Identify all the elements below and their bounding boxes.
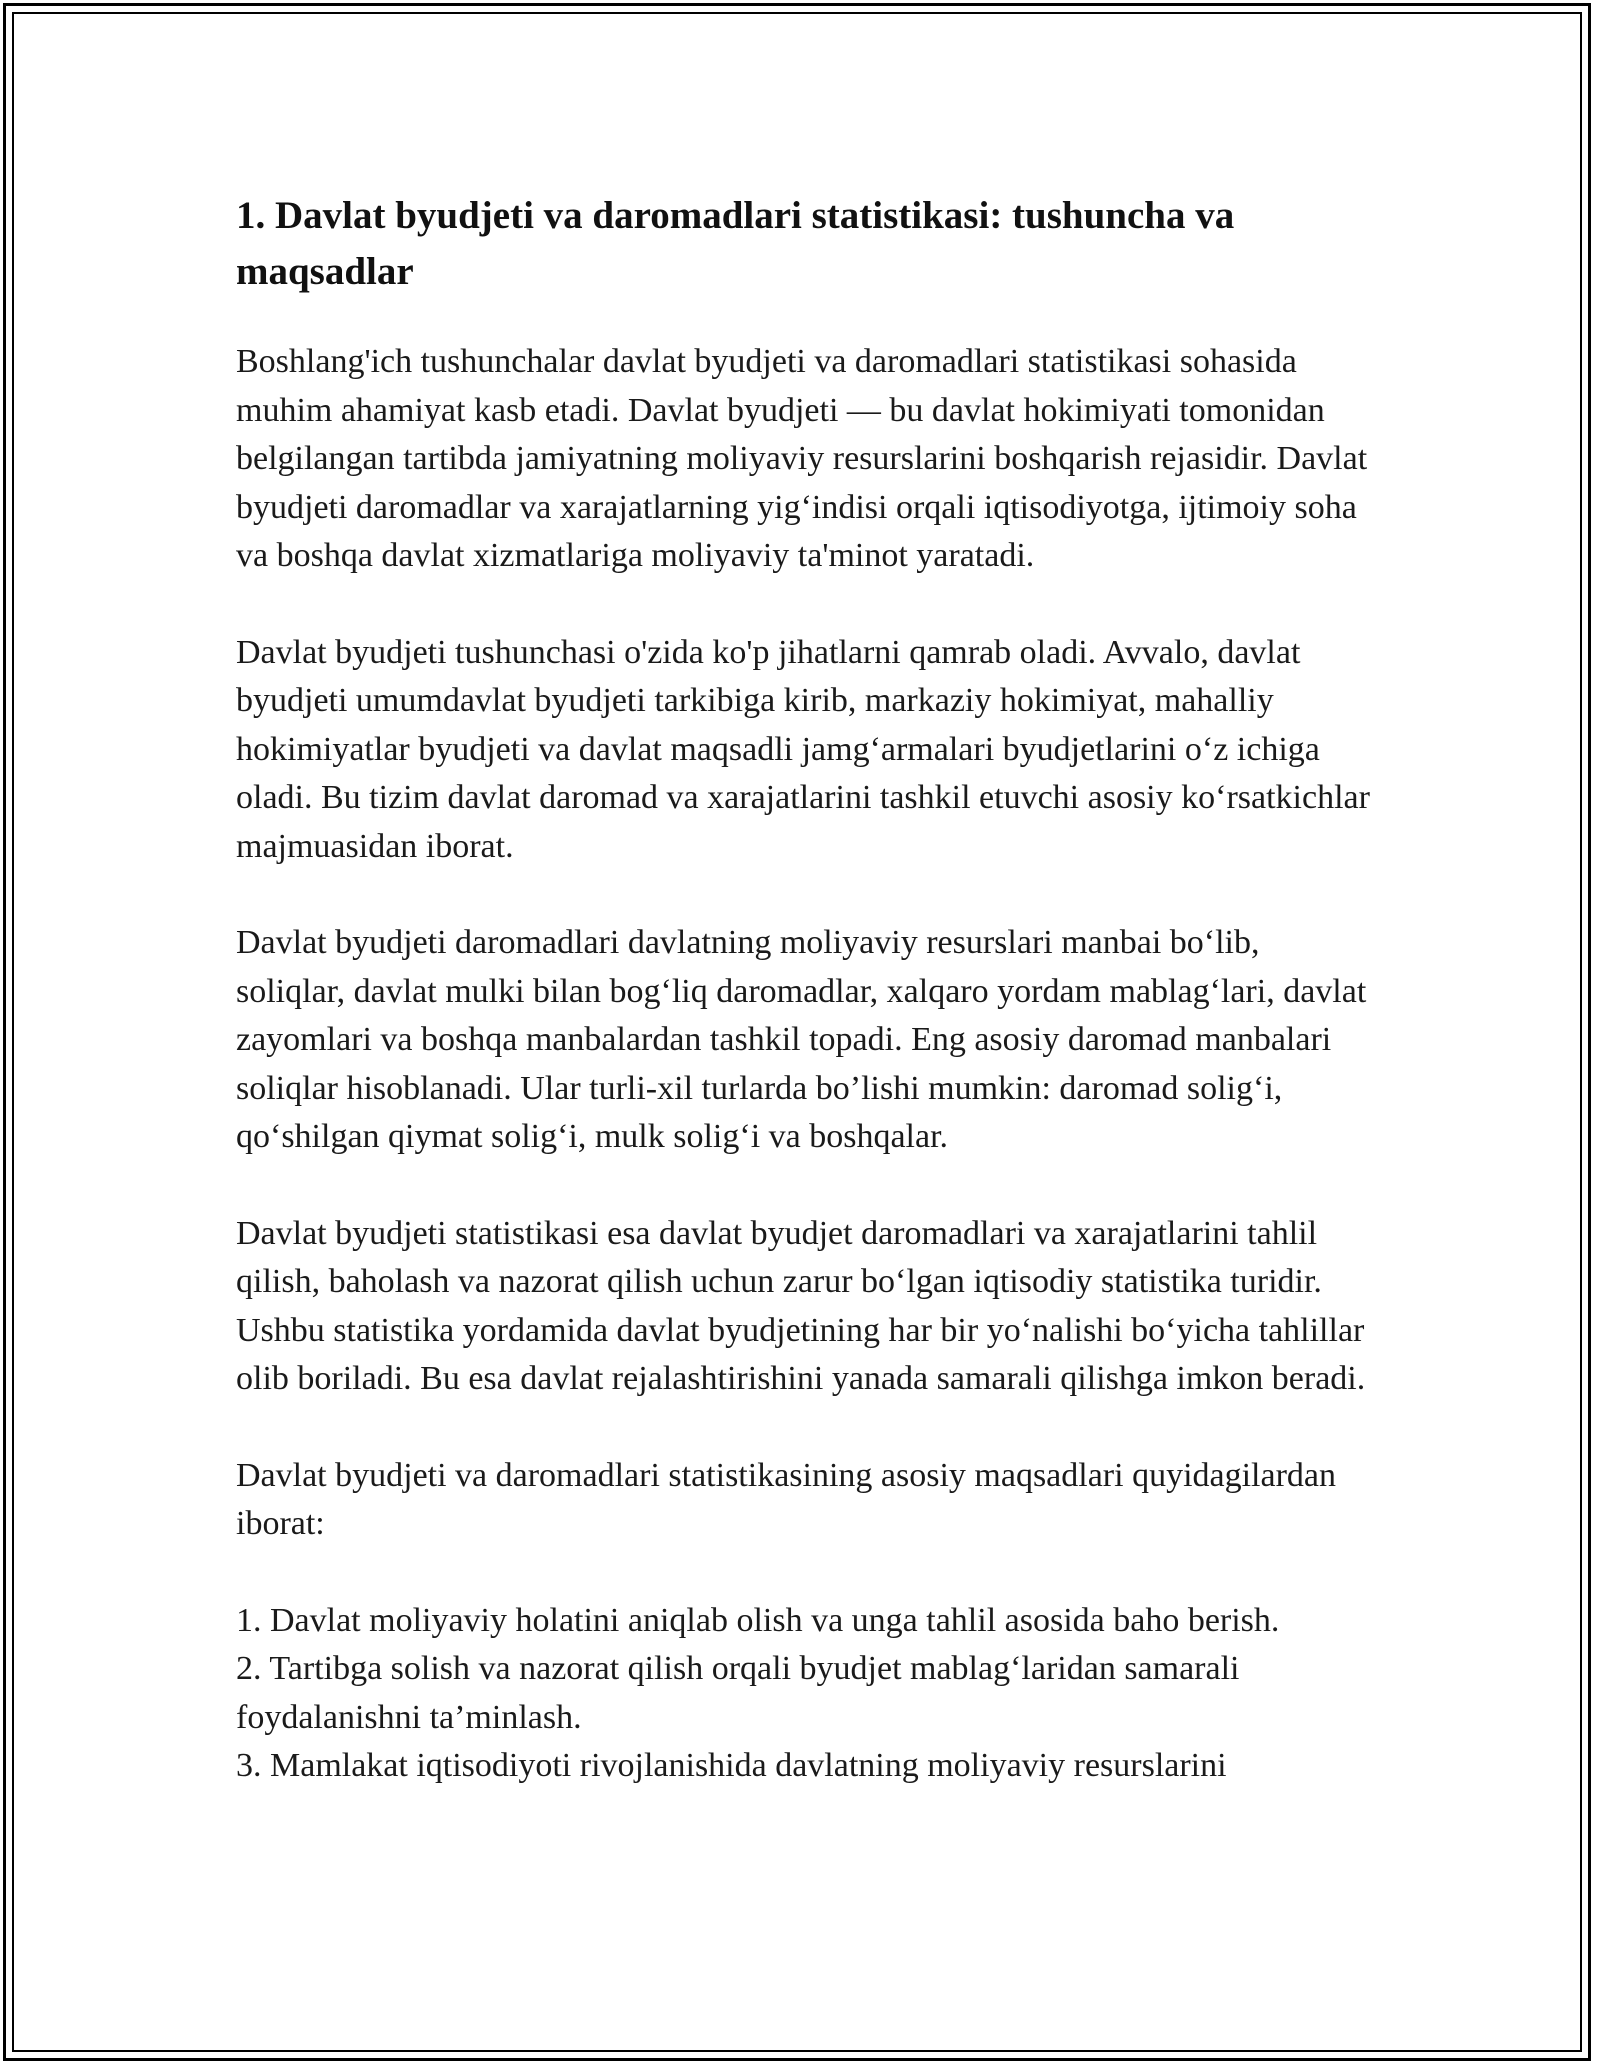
goals-list <box>236 1597 1376 1791</box>
section-heading: 1. Davlat byudjeti va daromadlari statistikasi: tushuncha va maqsadlar <box>236 194 1235 293</box>
paragraph-budget-concept: Davlat byudjeti tushunchasi o'zida ko'p jihatlarni qamrab oladi. Avvalo, davlat byudjeti umumdavlat byudjeti tarkibiga kirib, markaziy hokimiyat, mahalliy hokimiyatlar byudjeti va davlat maqsadli jamg‘armalari byudjetlarini o‘z ichiga oladi. Bu tizim davlat daromad va xarajatlarini tashkil etuvchi asosiy ko‘rsatkichlar majmuasidan iborat. <box>236 633 1370 865</box>
document-body <box>236 188 1376 1791</box>
paragraph-budget-definition: Boshlang'ich tushunchalar davlat byudjeti va daromadlari statistikasi sohasida muhim ahamiyat kasb etadi. Davlat byudjeti — bu davlat hokimiyati tomonidan belgilangan tartibda jamiyatning moliyaviy resurslarini boshqarish rejasidir. Davlat byudjeti daromadlar va xarajatlarning yig‘indisi orqali iqtisodiyotga, ijtimoiy soha va boshqa davlat xizmatlariga moliyaviy ta'minot yaratadi. <box>236 343 1368 574</box>
paragraph-budget-statistics: Davlat byudjeti statistikasi esa davlat byudjet daromadlari va xarajatlarini tahlil qilish, baholash va nazorat qilish uchun zarur bo‘lgan iqtisodiy statistika turidir. Ushbu statistika yordamida davlat byudjetining har bir yo‘nalishi bo‘yicha tahlillar olib boriladi. Bu esa davlat rejalashtirishini yanada samarali qilishga imkon beradi. <box>236 1214 1366 1397</box>
list-item: 2. Tartibga solish va nazorat qilish orqali byudjet mablag‘laridan samarali foydalanishni ta’minlash. <box>236 1650 1240 1736</box>
paragraph-goals-intro: Davlat byudjeti va daromadlari statistikasining asosiy maqsadlari quyidagilardan iborat: <box>236 1456 1337 1542</box>
list-item: 3. Mamlakat iqtisodiyoti rivojlanishida davlatning moliyaviy resurslarini <box>236 1747 1227 1784</box>
list-item: 1. Davlat moliyaviy holatini aniqlab olish va unga tahlil asosida baho berish. <box>236 1601 1280 1639</box>
paragraph-budget-revenues: Davlat byudjeti daromadlari davlatning moliyaviy resurslari manbai bo‘lib, soliqlar, davlat mulki bilan bog‘liq daromadlar, xalqaro yordam mablag‘lari, davlat zayomlari va boshqa manbalardan tashkil topadi. Eng asosiy daromad manbalari soliqlar hisoblanadi. Ular turli-xil turlarda bo’lishi mumkin: daromad solig‘i, qo‘shilgan qiymat solig‘i, mulk solig‘i va boshqalar. <box>236 924 1367 1155</box>
